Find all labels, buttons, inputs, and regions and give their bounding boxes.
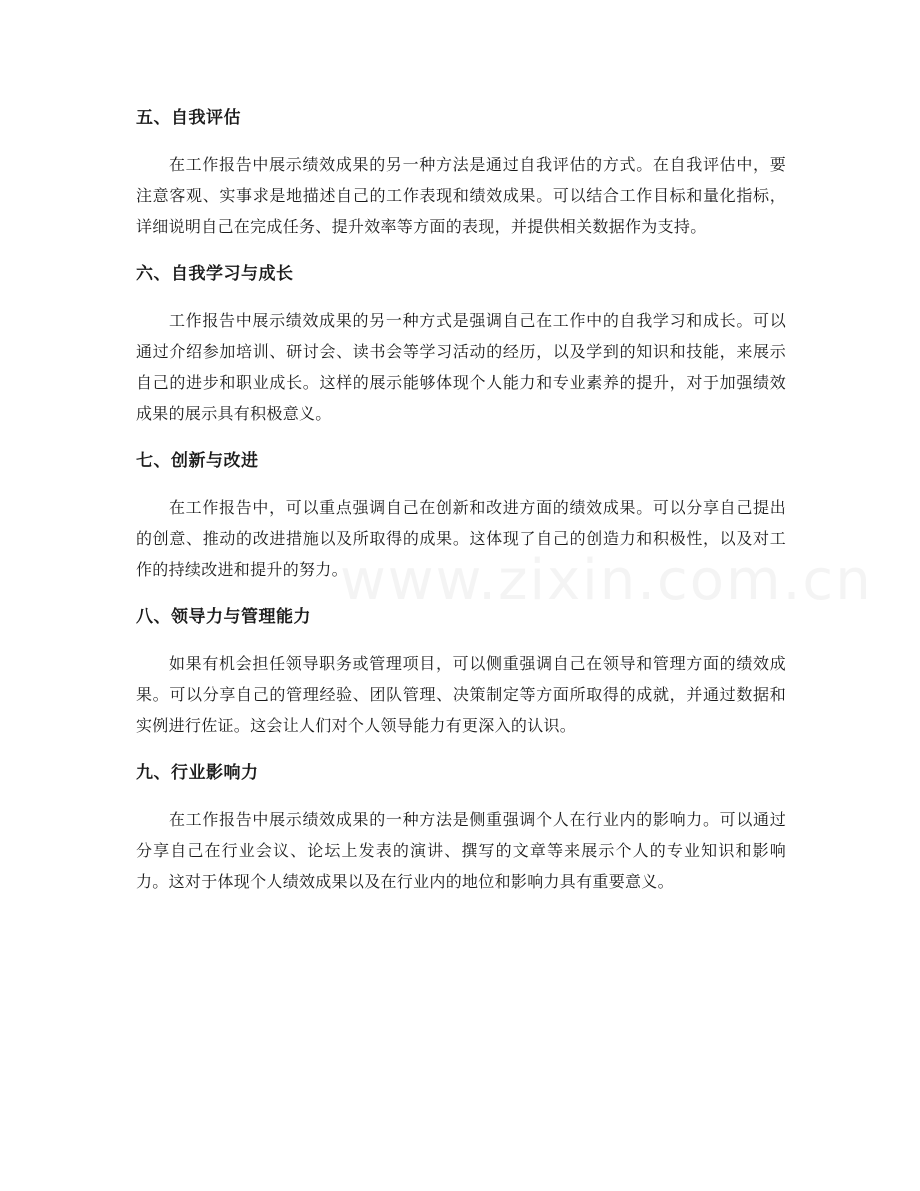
section-heading: 八、领导力与管理能力 (136, 607, 311, 627)
section-heading: 六、自我学习与成长 (136, 264, 294, 284)
section-heading: 五、自我评估 (136, 108, 241, 128)
section-paragraph: 在工作报告中展示绩效成果的另一种方法是通过自我评估的方式。在自我评估中，要注意客观、实事求是地描述自己的工作表现和绩效成果。可以结合工作目标和量化指标，详细说明自己在完成任务、提升效率等方面的表现，并提供相关数据作为支持。 (136, 155, 786, 236)
section-innovation (136, 447, 786, 585)
section-leadership (136, 603, 786, 741)
section-paragraph: 工作报告中展示绩效成果的另一种方式是强调自己在工作中的自我学习和成长。可以通过介绍参加培训、研讨会、读书会等学习活动的经历，以及学到的知识和技能，来展示自己的进步和职业成长。这样的展示能够体现个人能力和专业素养的提升，对于加强绩效成果的展示具有积极意义。 (136, 311, 786, 423)
section-self-learning (136, 260, 786, 429)
watermark: www.zixin.com.cn (340, 548, 873, 613)
section-heading: 九、行业影响力 (136, 763, 259, 783)
section-paragraph: 如果有机会担任领导职务或管理项目，可以侧重强调自己在领导和管理方面的绩效成果。可以分享自己的管理经验、团队管理、决策制定等方面所取得的成就，并通过数据和实例进行佐证。这会让人们对个人领导能力有更深入的认识。 (136, 654, 786, 735)
section-paragraph: 在工作报告中展示绩效成果的一种方法是侧重强调个人在行业内的影响力。可以通过分享自己在行业会议、论坛上发表的演讲、撰写的文章等来展示个人的专业知识和影响力。这对于体现个人绩效成果以及在行业内的地位和影响力具有重要意义。 (136, 810, 786, 891)
section-industry-influence (136, 759, 786, 897)
section-paragraph: 在工作报告中，可以重点强调自己在创新和改进方面的绩效成果。可以分享自己提出的创意、推动的改进措施以及所取得的成果。这体现了自己的创造力和积极性，以及对工作的持续改进和提升的努力。 (136, 498, 786, 579)
section-heading: 七、创新与改进 (136, 451, 259, 471)
document-body (136, 104, 786, 915)
section-self-assessment (136, 104, 786, 242)
